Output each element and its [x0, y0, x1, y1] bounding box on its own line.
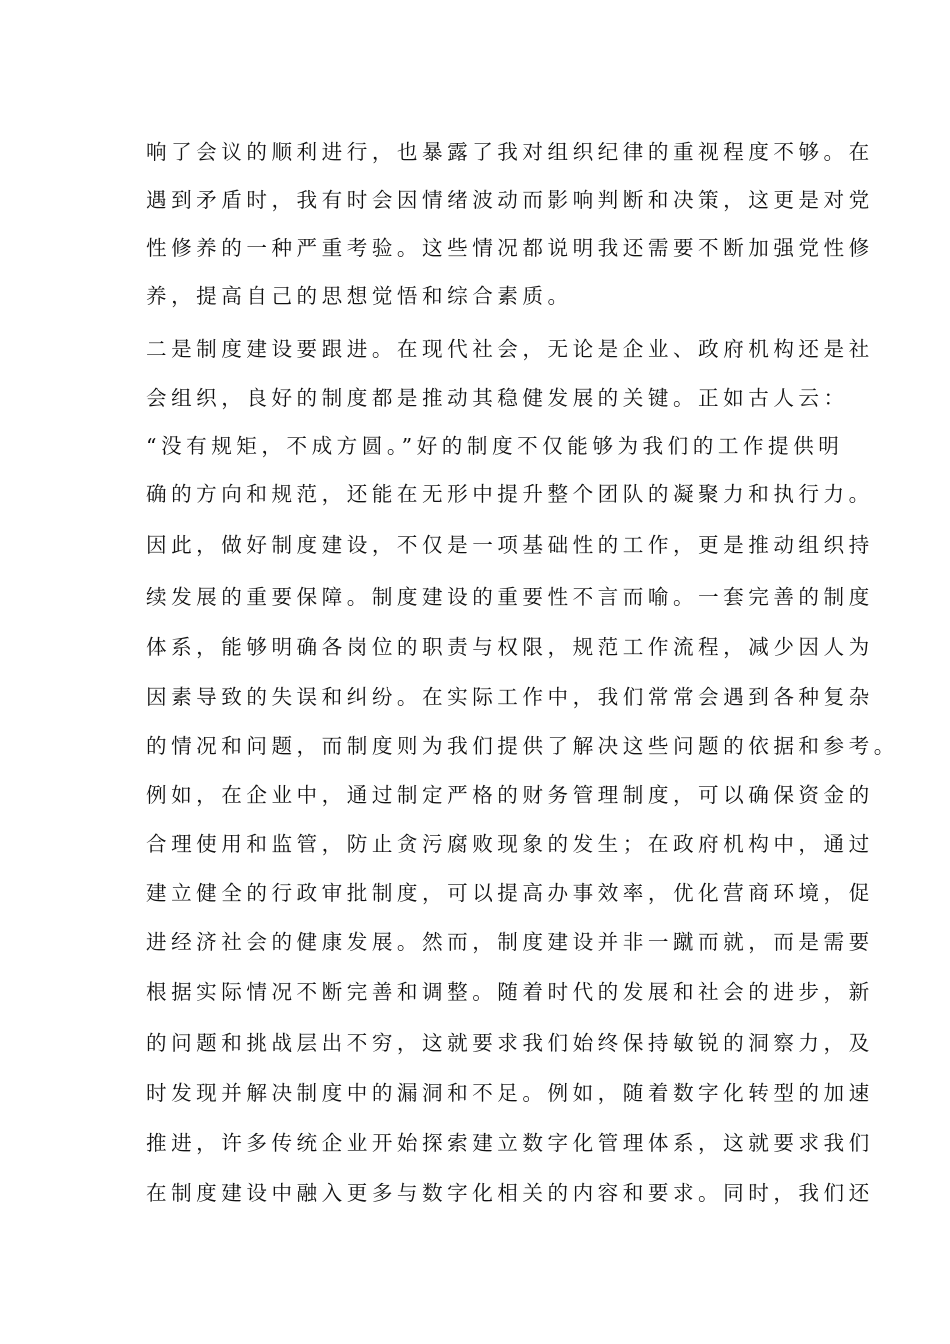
text-line: 合理使用和监管，防止贪污腐败现象的发生；在政府机构中，通过	[146, 832, 874, 856]
text-line: 推进，许多传统企业开始探索建立数字化管理体系，这就要求我们	[146, 1131, 874, 1155]
text-line: 体系，能够明确各岗位的职责与权限，规范工作流程，减少因人为	[146, 635, 874, 659]
text-line: 因此，做好制度建设，不仅是一项基础性的工作，更是推动组织持	[146, 533, 874, 557]
text-line: 时发现并解决制度中的漏洞和不足。例如，随着数字化转型的加速	[146, 1081, 874, 1105]
text-line: 养，提高自己的思想觉悟和综合素质。	[146, 284, 573, 308]
text-line: 遇到矛盾时，我有时会因情绪波动而影响判断和决策，这更是对党	[146, 188, 874, 212]
text-line: 续发展的重要保障。制度建设的重要性不言而喻。一套完善的制度	[146, 585, 874, 609]
text-line: 的问题和挑战层出不穷，这就要求我们始终保持敏锐的洞察力，及	[146, 1031, 874, 1055]
text-line: 进经济社会的健康发展。然而，制度建设并非一蹴而就，而是需要	[146, 930, 874, 954]
text-line: 在制度建设中融入更多与数字化相关的内容和要求。同时，我们还	[146, 1181, 874, 1205]
text-line: 例如，在企业中，通过制定严格的财务管理制度，可以确保资金的	[146, 783, 874, 807]
text-line: 性修养的一种严重考验。这些情况都说明我还需要不断加强党性修	[146, 236, 874, 260]
paragraph-heading-line: 二是制度建设要跟进。在现代社会，无论是企业、政府机构还是社	[146, 337, 874, 361]
text-line: 建立健全的行政审批制度，可以提高办事效率，优化营商环境，促	[146, 881, 874, 905]
text-line: 确的方向和规范，还能在无形中提升整个团队的凝聚力和执行力。	[146, 482, 874, 506]
text-line: 根据实际情况不断完善和调整。随着时代的发展和社会的进步，新	[146, 980, 874, 1004]
text-line: 会组织，良好的制度都是推动其稳健发展的关键。正如古人云：	[146, 386, 849, 410]
text-line: “没有规矩，不成方圆。”好的制度不仅能够为我们的工作提供明	[146, 434, 844, 458]
text-line: 的情况和问题，而制度则为我们提供了解决这些问题的依据和参考。	[146, 734, 899, 758]
text-line: 响了会议的顺利进行，也暴露了我对组织纪律的重视程度不够。在	[146, 140, 874, 164]
text-line: 因素导致的失误和纠纷。在实际工作中，我们常常会遇到各种复杂	[146, 685, 874, 709]
